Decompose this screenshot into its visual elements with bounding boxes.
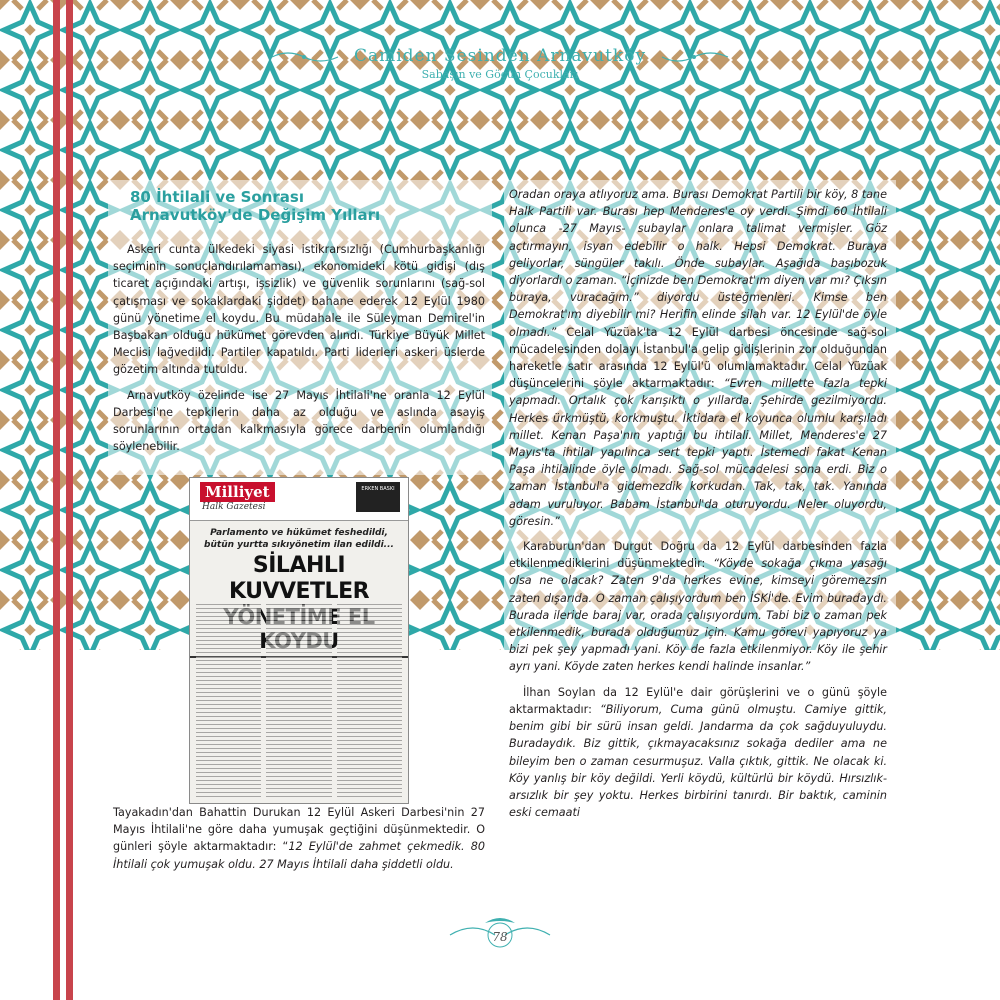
left-decorative-stripe xyxy=(53,0,60,1000)
section-title-line2: Arnavutköy'de Değişim Yılları xyxy=(130,206,381,224)
quote-text: Oradan oraya atlıyoruz ama. Burası Demokrat Partili bir köy, 8 tane Halk Partili var. Burası hep Menderes'e oy verdi. Şimdi 60 İhtilali olunca -27 Mayıs- subaylar onlara talimat vermişler. Göz açtırmayın, isyan edebilir o halk. Hepsi Demokrat. Buraya geliyorlar, süngüler takılı. Önde subaylar. Aşağıda başıbozuk diyorlardı o zaman. “İçinizde ben Demokrat'ım diyen var mı? Çıksın buraya, vuracağım.” diyordu üsteğmenleri. Kimse ben Demokrat'ım diyebilir mi? Herifin elinde silah var. 12 Eylül'de öyle olmadı.” xyxy=(509,188,887,339)
ornament-right-icon xyxy=(660,48,730,66)
newspaper-logo-subtitle: Halk Gazetesi xyxy=(202,502,266,512)
paragraph-text: İlhan Soylan da 12 Eylül'e dair görüşlerini ve o günü şöyle aktarmaktadır: xyxy=(509,685,887,716)
quote-text: “Evren millette fazla tepki yapmadı. Ortalık çok karışıktı o yıllarda. Şehirde gezilmiyordu. Herkes ürkmüştü, korkmuştu. İktidara el koyunca olumlu karşıladı millet. Kenan Paşa'nın yaptığı bu ihtilali. Millet, Menderes'e 27 Mayıs'ta ihtilal yapılınca sert tepki yaptı. İstemedi fakat Kenan Paşa ihtilalinde öyle olmadı. Sağ-sol mücadelesi sona erdi. Biz o zaman İstanbul'a gidemezdik korkudan. Tak, tak, tak. Yanında adam vuruluyor. Babam İstanbul'da oturuyordu. Neler oluyordu, göresin.” xyxy=(509,377,887,528)
section-title-line1: 80 İhtilali ve Sonrası xyxy=(130,188,304,206)
right-column-text xyxy=(509,186,887,829)
newspaper-column xyxy=(337,604,402,797)
running-header xyxy=(270,46,730,81)
quote-text: 12 Eylül'de zahmet çekmedik. 80 İhtilali çok yumuşak oldu. 27 Mayıs İhtilali daha şiddetli oldu. xyxy=(113,840,485,871)
newspaper-headline-1: SİLAHLI KUVVETLER xyxy=(228,553,370,604)
paragraph: Arnavutköy özelinde ise 27 Mayıs İhtilali'ne oranla 12 Eylül Darbesi'ne tepkilerin daha az olduğu ve aslında asayiş sorunlarının ortadan kalkmasıyla görece darbenin olumlandığı söylenebilir. xyxy=(113,388,485,454)
newspaper-clipping-image xyxy=(189,477,409,804)
header-subtitle: Sabaşın ve Göçün Çocukları xyxy=(421,68,579,81)
newspaper-edition-box: ERKEN BASKI xyxy=(356,482,400,512)
newspaper-deck: Parlamento ve hükümet feshedildi, bütün yurtta sıkıyönetim ilan edildi... xyxy=(204,528,394,550)
quote-text: “Köyde sokağa çıkma yasağı olsa ne olacak? Zaten 9'da herkes evine, kimseyi göremezsin zaten dışarıda. O zaman çalışıyordum ben İSKİ'de. Evim buradaydı. Burada ileride baraj var, orada çalışıyordum. Tabi biz o zaman pek etkilenmedik, burada olduğumuz için. Kamu görevi yapıyoruz ya bizi pek şey yapmadı yani. Köy de fazla etkilenmiyor. Köy ile şehir ayrı yani. Köyde zaten herkes kendi halinde insanlar.” xyxy=(509,557,887,674)
newspaper-column xyxy=(196,604,261,797)
paragraph-text: Karaburun'dan Durgut Doğru da 12 Eylül darbesinden fazla etkilenmediklerini düşünmektedir: xyxy=(509,540,887,571)
quote-text: “Biliyorum, Cuma günü olmuştu. Camiye gittik, benim gibi bir sürü insan geldi. Jandarma da çok sağduyuluydu. Buradaydık. Biz gittik, çıkmayacaksınız sokağa dediler ama ne bileyim ben o zaman cesurmuşuz. Valla çıktık, gittik. Ne olacak ki. Köy yanlış bir köy değildi. Yerli köydü, kültürlü bir köydü. Hırsızlık-arsızlık bir şey yoktu. Herkes birbirini tanırdı. Bir baktık, caminin eski cemaati xyxy=(509,702,887,820)
newspaper-body-columns xyxy=(196,604,402,797)
paragraph xyxy=(509,186,887,530)
paragraph xyxy=(509,538,887,676)
section-title xyxy=(130,188,390,224)
paragraph xyxy=(509,684,887,822)
paragraph-text: Tayakadın'dan Bahattin Durukan 12 Eylül Askeri Darbesi'nin 27 Mayıs İhtilali'ne göre daha yumuşak geçtiğini düşünmektedir. O günleri şöyle aktarmaktadır: “ xyxy=(113,806,485,854)
paragraph xyxy=(113,804,485,873)
left-column-text xyxy=(113,241,485,463)
left-column-text-bottom xyxy=(113,804,485,881)
ornament-left-icon xyxy=(270,48,340,66)
paragraph-text: Celal Yüzüak'ta 12 Eylül darbesi öncesinde sağ-sol mücadelesinden dolayı İstanbul'a gelip gidişlerinin zor olduğundan hareketle satır arasında 12 Eylül'ü olumlamaktadır. Celal Yüzüak düşüncelerini şöyle aktarmaktadır: xyxy=(509,325,887,391)
header-title: Camiden Sesinden Arnavutköy xyxy=(353,46,647,66)
newspaper-logo: Milliyet xyxy=(200,482,275,502)
left-decorative-stripe xyxy=(66,0,73,1000)
paragraph: Askeri cunta ülkedeki siyasi istikrarsızlığı (Cumhurbaşkanlığı seçiminin sonuçlandırılamaması), ekonomideki kötü gidişi (dış ticaret açığındaki artışı, işsizlik) ve güvenlik sorunlarını (sağ-sol çatışması ve sokaklardaki şiddet) bahane ederek 12 Eylül 1980 günü yönetime el koydu. Bu müdahale ile Süleyman Demirel'in Başbakan olduğu hükümet görevden alındı. Türkiye Büyük Millet Meclisi lağvedildi. Partiler kapatıldı. Parti liderleri askeri üslerde gözetim altında tutuldu. xyxy=(113,243,485,377)
newspaper-column xyxy=(266,604,331,797)
page-number: 78 xyxy=(492,930,508,944)
newspaper-masthead xyxy=(190,478,408,521)
